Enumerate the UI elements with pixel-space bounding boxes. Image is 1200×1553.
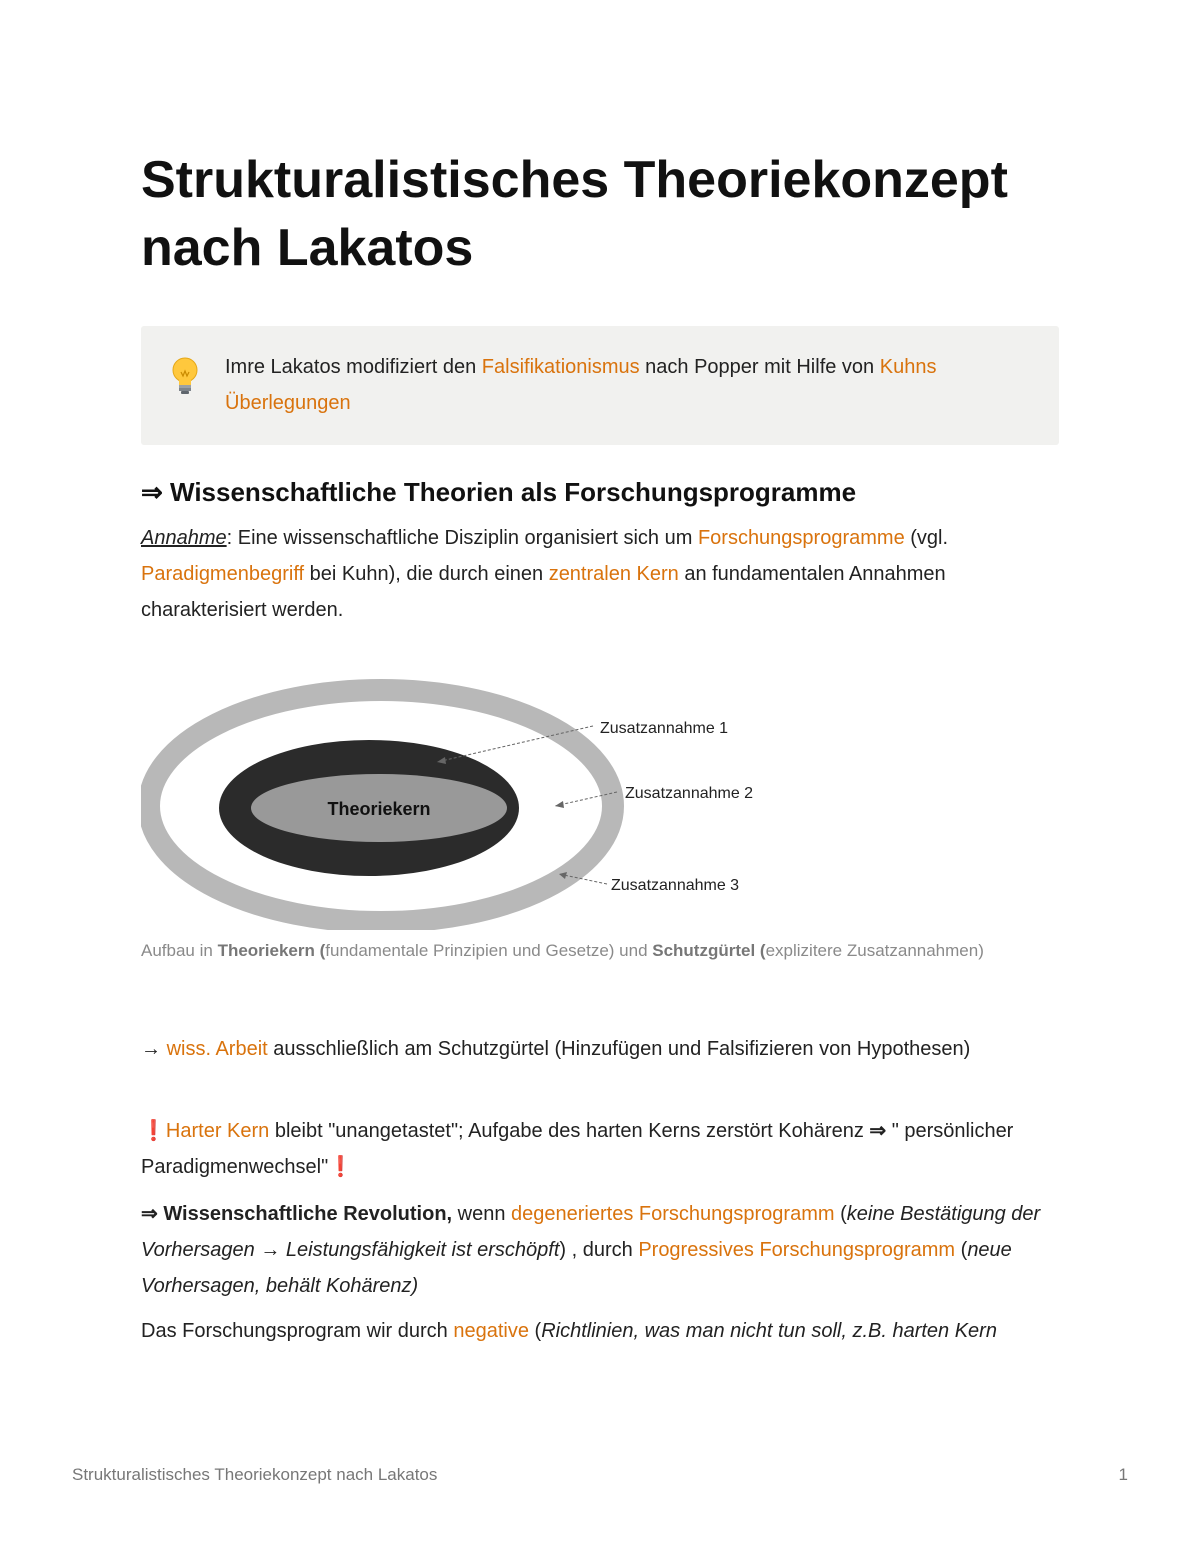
zusatzannahme-2-label: Zusatzannahme 2 bbox=[625, 785, 754, 802]
exclamation-icon: ❗ bbox=[141, 1120, 166, 1142]
page-title: Strukturalistisches Theoriekonzept nach Lakatos bbox=[141, 151, 1008, 277]
double-arrow-icon: ⇒ bbox=[869, 1120, 887, 1142]
double-arrow-icon: ⇒ bbox=[141, 477, 163, 507]
revolution-paragraph: ⇒ Wissenschaftliche Revolution, wenn degeneriertes Forschungsprogramm (keine Bestätigung der Vorhersagen → Leistungsfähigkeit ist erschöpft) , durch Progressives Forschungsprogramm (neue Vorhersagen, behält Kohärenz) bbox=[141, 1203, 1041, 1297]
page-number: 1 bbox=[1118, 1465, 1128, 1484]
kuhns-ueberlegungen-link: Kuhns Überlegungen bbox=[225, 356, 937, 414]
core-label: Theoriekern bbox=[327, 799, 431, 819]
figure-caption: Aufbau in Theoriekern (fundamentale Prinzipien und Gesetze) und Schutzgürtel (explizitere Zusatzannahmen) bbox=[141, 941, 984, 960]
zusatzannahme-3-label: Zusatzannahme 3 bbox=[611, 877, 740, 894]
callout-box bbox=[141, 326, 1059, 445]
footer-title: Strukturalistisches Theoriekonzept nach Lakatos bbox=[72, 1465, 438, 1484]
annahme-label: Annahme bbox=[141, 527, 227, 549]
arbeit-paragraph: → wiss. Arbeit ausschließlich am Schutzgürtel (Hinzufügen und Falsifizieren von Hypothesen) bbox=[141, 1038, 971, 1060]
arrow-icon: → bbox=[141, 1038, 167, 1060]
zusatzannahme-1-label: Zusatzannahme 1 bbox=[600, 720, 729, 737]
double-arrow-icon: ⇒ bbox=[141, 1203, 158, 1225]
negative-paragraph: Das Forschungsprogram wir durch negative (Richtlinien, was man nicht tun soll, z.B. harten Kern bbox=[141, 1320, 997, 1342]
harter-kern-paragraph: ❗Harter Kern bleibt "unangetastet"; Aufgabe des harten Kerns zerstört Kohärenz ⇒ " persönlicher Paradigmenwechsel"❗ bbox=[141, 1120, 1014, 1178]
theory-diagram bbox=[141, 668, 781, 930]
lightbulb-icon bbox=[169, 356, 201, 396]
falsifikationismus-link: Falsifikationismus bbox=[481, 356, 640, 378]
annahme-paragraph: Annahme: Eine wissenschaftliche Disziplin organisiert sich um Forschungsprogramme (vgl. Paradigmenbegriff bei Kuhn), die durch einen zentralen Kern an fundamentalen Annahmen charakterisiert werden. bbox=[141, 527, 949, 621]
exclamation-icon: ❗ bbox=[328, 1156, 354, 1178]
callout-text: Imre Lakatos modifiziert den Falsifikationismus nach Popper mit Hilfe von Kuhns Überlegungen bbox=[225, 356, 937, 414]
section-heading: ⇒ Wissenschaftliche Theorien als Forschungsprogramme bbox=[141, 477, 857, 507]
